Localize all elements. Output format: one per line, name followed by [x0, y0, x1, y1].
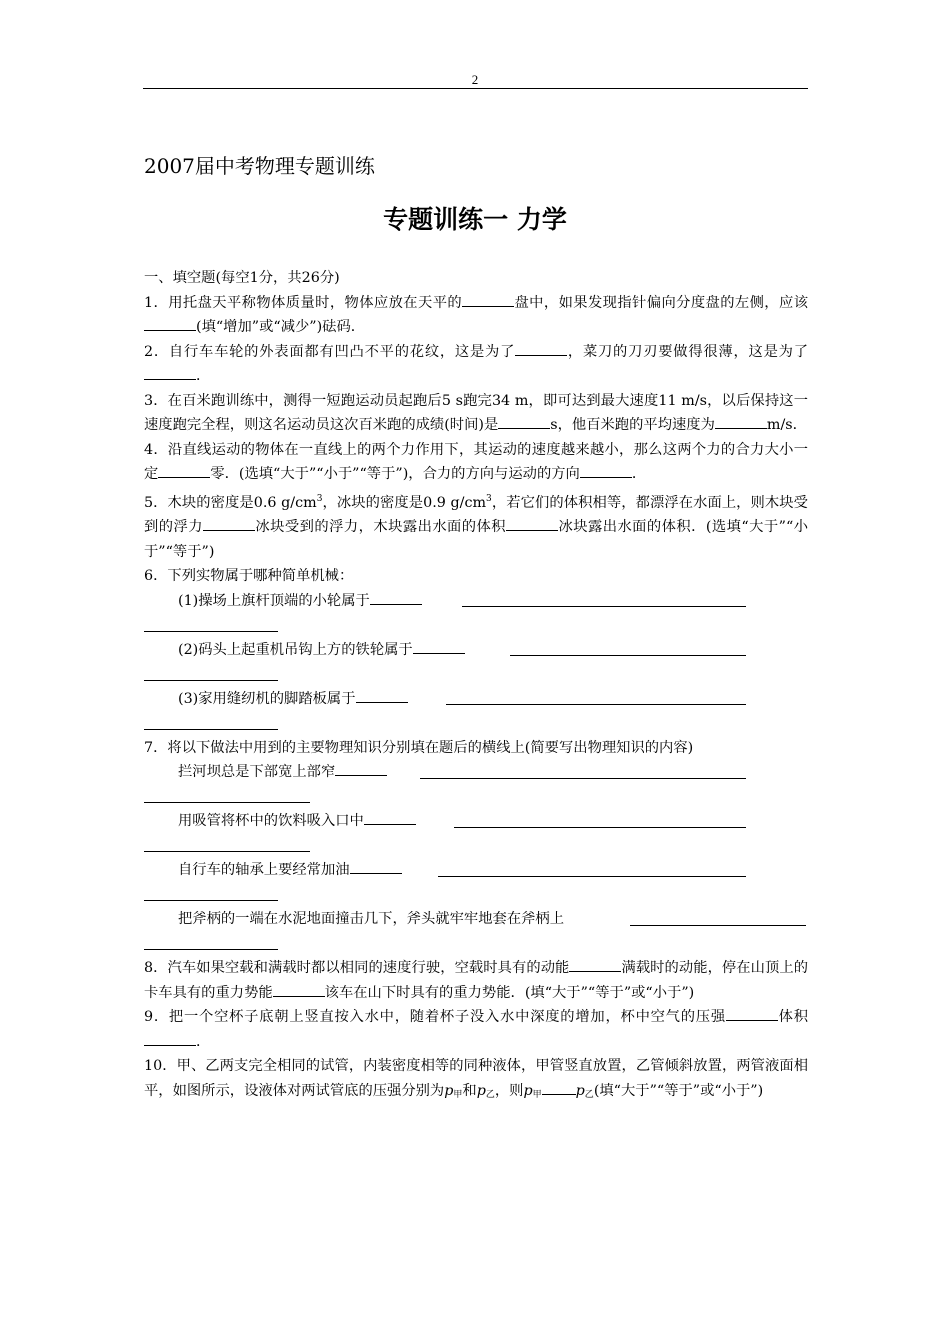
- answer-blank[interactable]: [498, 413, 550, 429]
- question-2: 2．自行车车轮的外表面都有凹凸不平的花纹，这是为了 ，菜刀的刀刃要做得很薄，这是为了．: [144, 340, 808, 389]
- answer-blank[interactable]: [144, 364, 196, 380]
- answer-blank[interactable]: [413, 638, 465, 654]
- answer-line-continued: [144, 662, 808, 687]
- answer-line-continued: [144, 613, 808, 638]
- answer-line[interactable]: [454, 827, 746, 828]
- question-10: 10．甲、乙两支完全相同的试管，内装密度相等的同种液体，甲管竖直放置，乙管倾斜放置，两管液面相平，如图所示，设液体对两试管底的压强分别为$p_甲$和$p_乙$，则$p_甲$ $p_乙$(填“大于”“等于”或“小于”): [144, 1058, 808, 1100]
- question-7-item-1: 拦河坝总是下部宽上部窄: [144, 760, 808, 785]
- answer-blank[interactable]: [506, 515, 558, 531]
- document-title: 专题训练一 力学: [383, 205, 567, 234]
- question-5: 5．木块的密度是0.6 $g/cm^3$，冰块的密度是0.9 $g/cm^3$，若它们的体积相等，都漂浮在水面上，则木块受到的浮力 冰块受到的浮力，木块露出水面的体积 冰块露出水面的体积．(选填“大于”“小于”“等于”): [144, 493, 808, 560]
- answer-line[interactable]: [510, 655, 746, 656]
- answer-blank[interactable]: [370, 589, 422, 605]
- question-4: 4．沿直线运动的物体在一直线上的两个力作用下，其运动的速度越来越小，那么这两个力的合力大小一定 零．(选填“大于”“小于”“等于”)，合力的方向与运动的方向 ．: [144, 441, 808, 482]
- answer-line[interactable]: [462, 606, 746, 607]
- answer-blank[interactable]: [364, 809, 416, 825]
- question-1: 1．用托盘天平称物体质量时，物体应放在天平的 盘中，如果发现指针偏向分度盘的左侧，应该(填“增加”或“减少”)砝码．: [144, 291, 808, 340]
- question-7-stem: 7．将以下做法中用到的主要物理知识分别填在题后的横线上(简要写出物理知识的内容): [144, 739, 694, 756]
- question-6-item-3: (3)家用缝纫机的脚踏板属于: [144, 687, 808, 712]
- answer-blank[interactable]: [715, 413, 767, 429]
- answer-blank[interactable]: [356, 687, 408, 703]
- answer-line-continued: [144, 711, 808, 736]
- question-7-item-4: 把斧柄的一端在水泥地面撞击几下，斧头就牢牢地套在斧柄上: [144, 907, 808, 932]
- answer-line-continued: [144, 883, 808, 908]
- answer-blank[interactable]: [350, 858, 402, 874]
- answer-blank[interactable]: [569, 956, 621, 972]
- question-7-item-3: 自行车的轴承上要经常加油: [144, 858, 808, 883]
- question-8: 8．汽车如果空载和满载时都以相同的速度行驶，空载时具有的动能 满载时的动能，停在山顶上的卡车具有的重力势能 该车在山下时具有的重力势能．(填“大于”“等于”或“小于”): [144, 956, 808, 1005]
- question-content: [144, 266, 808, 1107]
- answer-blank[interactable]: [144, 315, 196, 331]
- answer-line-continued: [144, 834, 808, 859]
- document-header: 2007届中考物理专题训练: [144, 154, 375, 178]
- answer-line-continued: [144, 785, 808, 810]
- question-7-item-2: 用吸管将杯中的饮料吸入口中: [144, 809, 808, 834]
- question-6-item-1: (1)操场上旗杆顶端的小轮属于: [144, 589, 808, 614]
- page-number: 2: [471, 72, 479, 87]
- answer-line[interactable]: [630, 925, 806, 926]
- answer-blank[interactable]: [144, 1030, 196, 1046]
- answer-blank[interactable]: [515, 340, 567, 356]
- answer-blank[interactable]: [335, 760, 387, 776]
- header-rule: [143, 88, 808, 89]
- answer-line-continued: [144, 932, 808, 957]
- question-9: 9．把一个空杯子底朝上竖直按入水中，随着杯子没入水中深度的增加，杯中空气的压强 体积．: [144, 1005, 808, 1054]
- answer-blank[interactable]: [203, 515, 255, 531]
- answer-blank[interactable]: [580, 462, 632, 478]
- answer-line[interactable]: [420, 778, 746, 779]
- answer-blank[interactable]: [273, 981, 325, 997]
- answer-blank[interactable]: [542, 1079, 576, 1095]
- section-heading: 一、填空题(每空1分，共26分): [144, 270, 340, 286]
- answer-blank[interactable]: [158, 462, 210, 478]
- question-6-item-2: (2)码头上起重机吊钩上方的铁轮属于: [144, 638, 808, 663]
- answer-line[interactable]: [446, 704, 746, 705]
- answer-blank[interactable]: [462, 291, 514, 307]
- answer-line[interactable]: [438, 876, 746, 877]
- answer-blank[interactable]: [726, 1005, 778, 1021]
- question-6-stem: 6．下列实物属于哪种简单机械：: [144, 568, 354, 584]
- question-3: 3．在百米跑训练中，测得一短跑运动员起跑后5 s跑完34 m，即可达到最大速度11 m/s，以后保持这一速度跑完全程，则这名运动员这次百米跑的成绩(时间)是 s，他百米跑的平均速度为 m/s．: [144, 392, 808, 433]
